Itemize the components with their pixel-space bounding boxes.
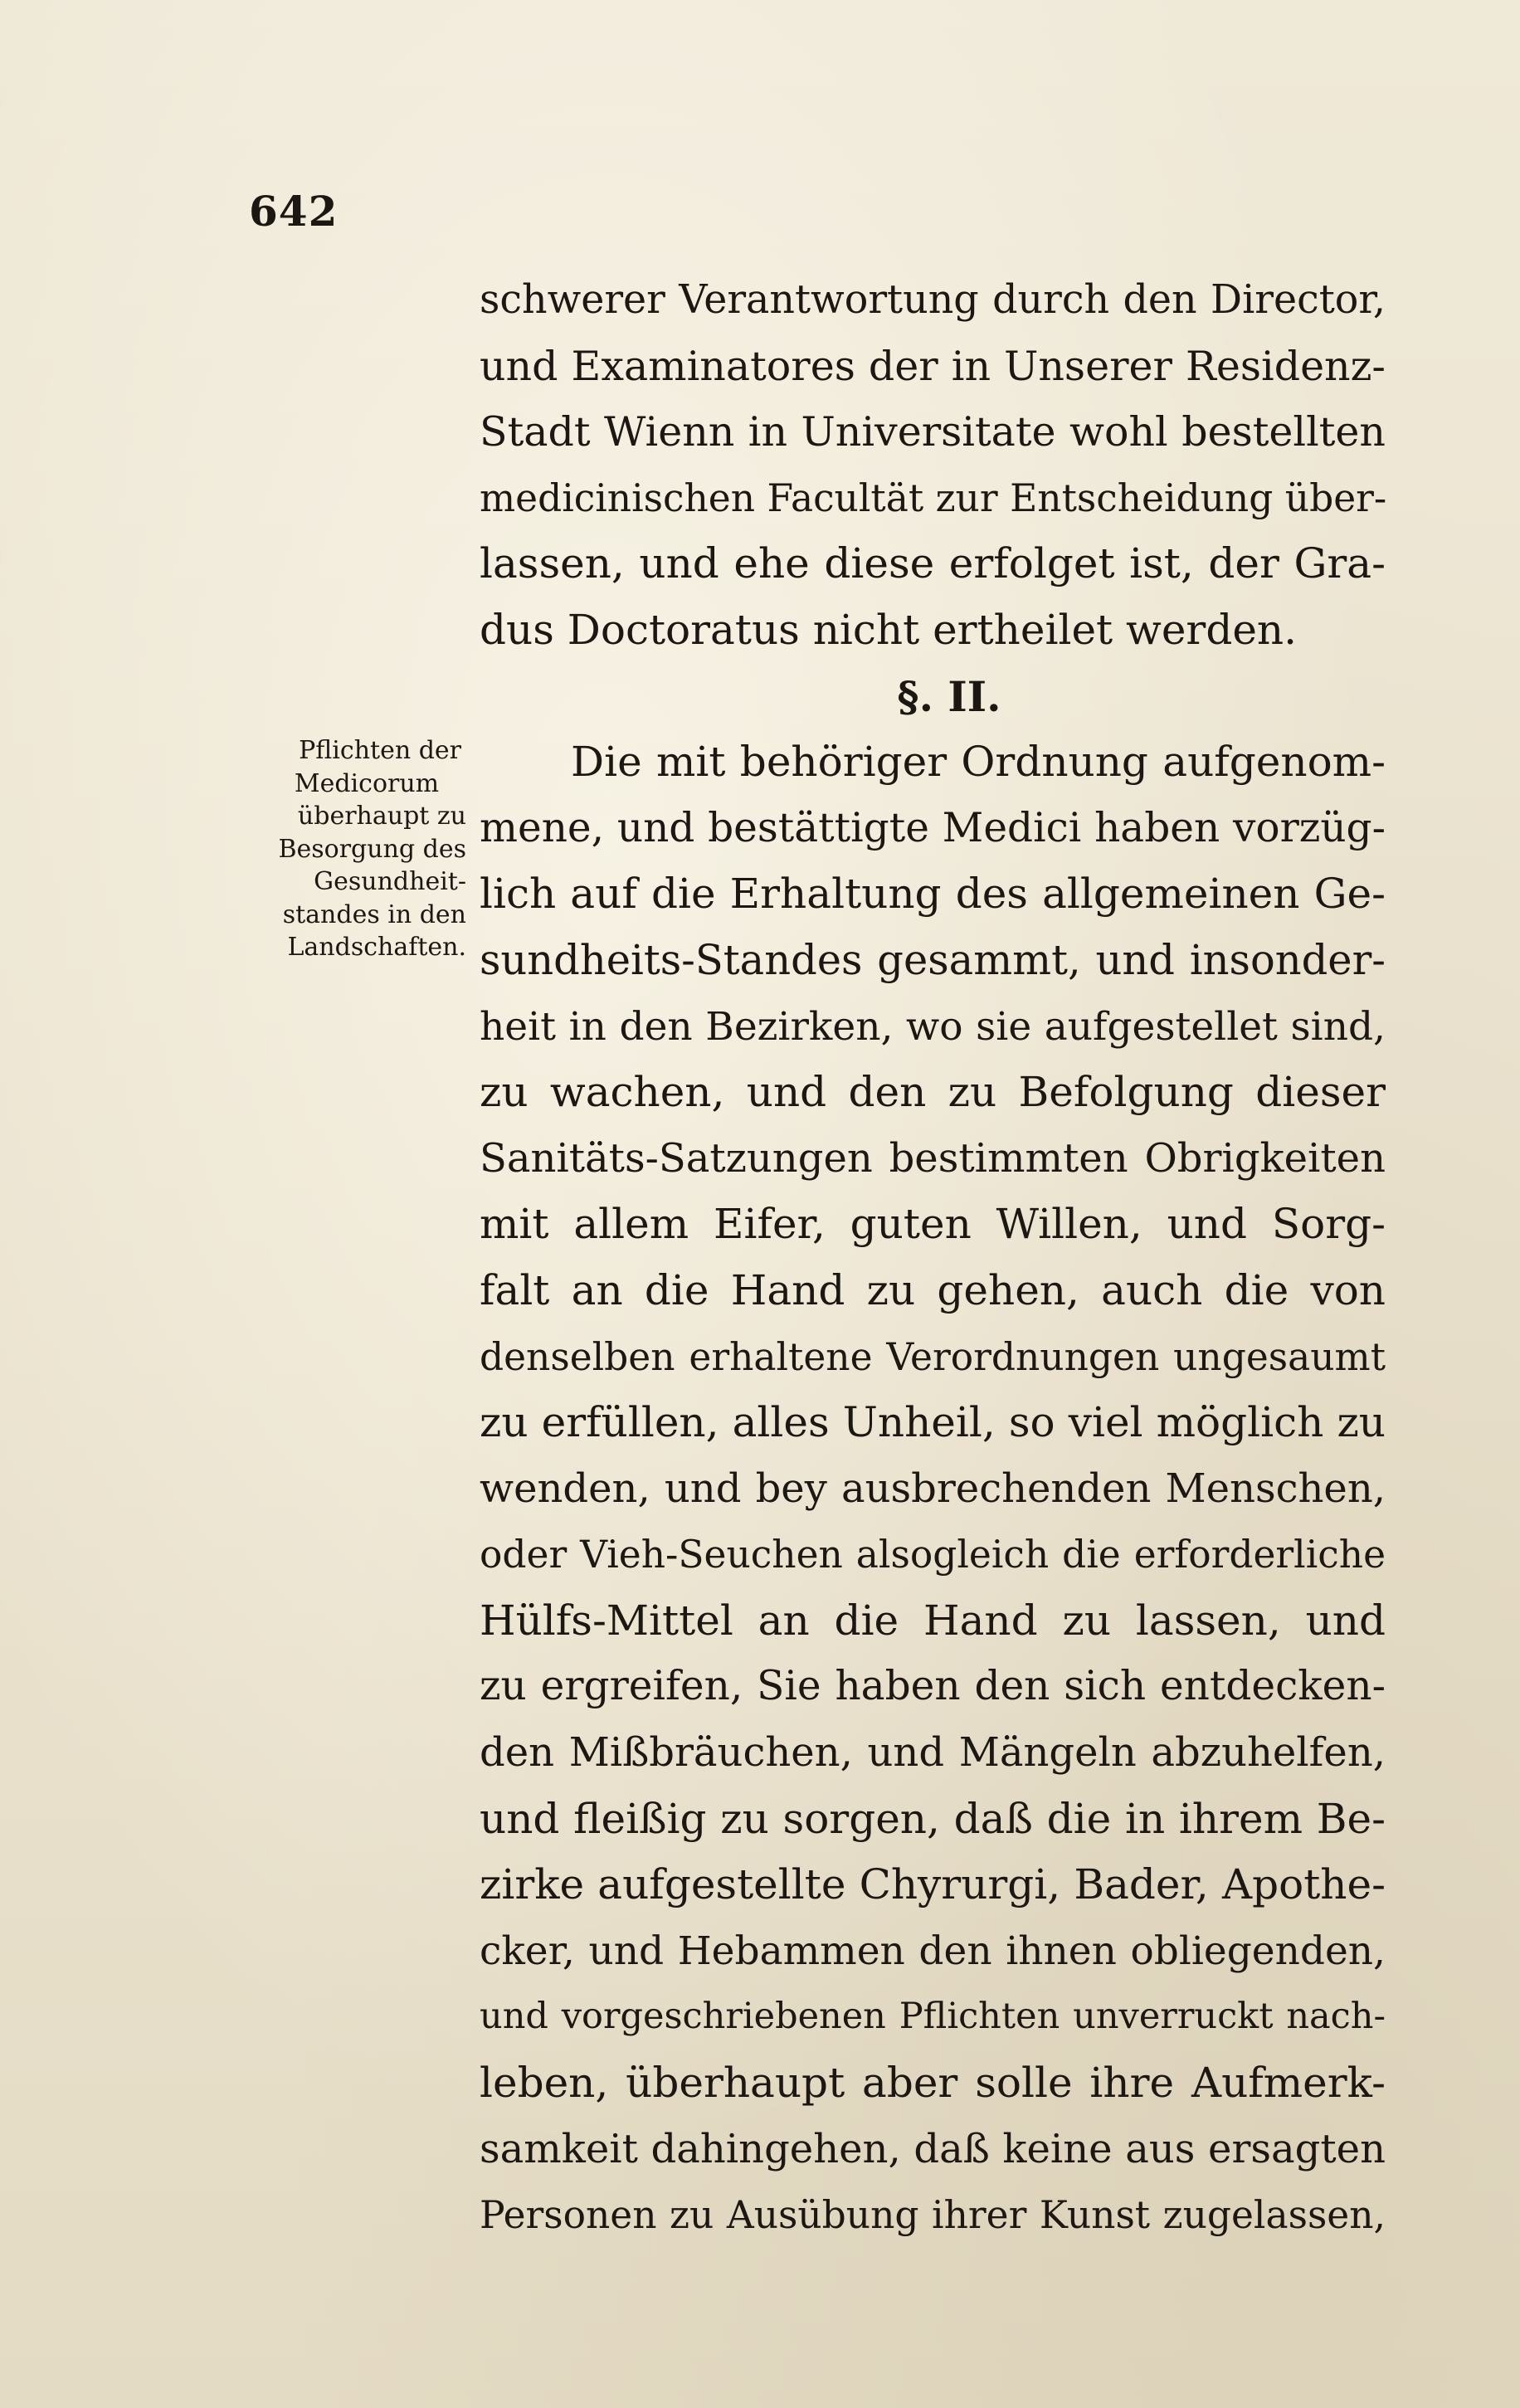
text-line: Sanitäts-Satzungen bestimmten Obrigkeiten <box>480 1134 1386 1182</box>
margin-note-line: Landschaften. <box>287 933 466 962</box>
text-line: cker, und Hebammen den ihnen obliegenden, <box>480 1928 1386 1974</box>
text-line: sundheits-Standes gesammt, und insonder- <box>480 935 1386 984</box>
section-heading: §. II. <box>897 671 1001 721</box>
text-line: den Mißbräuchen, und Mängeln abzuhelfen, <box>480 1729 1386 1777</box>
text-line: lassen, und ehe diese erfolget ist, der Gra- <box>480 539 1386 588</box>
text-line: heit in den Bezirken, wo sie aufgestellet sind, <box>480 1003 1386 1050</box>
text-line: leben, überhaupt aber solle ihre Aufmerk- <box>480 2059 1386 2108</box>
margin-note-line: standes in den <box>282 899 466 929</box>
text-line: Die mit behöriger Ordnung aufgenom- <box>571 738 1386 787</box>
text-line: Personen zu Ausübung ihrer Kunst zugelassen, <box>480 2193 1386 2238</box>
text-line: schwerer Verantwortung durch den Director, <box>480 277 1386 323</box>
text-line: zu wachen, und den zu Befolgung dieser <box>480 1068 1386 1117</box>
margin-note-line: Pflichten der <box>299 736 461 765</box>
text-line: medicinischen Facultät zur Entscheidung über- <box>480 475 1387 520</box>
text-line: denselben erhaltene Verordnungen ungesaumt <box>480 1334 1386 1379</box>
text-line: wenden, und bey ausbrechenden Menschen, <box>480 1465 1386 1512</box>
text-line: zirke aufgestellte Chyrurgi, Bader, Apothe- <box>480 1860 1386 1909</box>
text-line: zu ergreifen, Sie haben den sich entdecken- <box>480 1663 1386 1710</box>
text-line: falt an die Hand zu gehen, auch die von <box>480 1265 1386 1314</box>
paragraph-1 <box>480 267 1386 664</box>
text-line: oder Vieh-Seuchen alsogleich die erforderliche <box>480 1533 1386 1577</box>
text-line: und fleißig zu sorgen, daß die in ihrem Be- <box>480 1794 1386 1843</box>
text-line: lich auf die Erhaltung des allgemeinen Ge- <box>480 870 1386 919</box>
text-line: und vorgeschriebenen Pflichten unverruckt nach- <box>480 1996 1386 2038</box>
text-line: Hülfs-Mittel an die Hand zu lassen, und <box>480 1596 1386 1645</box>
margin-note-line: Gesundheit- <box>314 867 466 896</box>
margin-note-line: Medicorum <box>294 768 440 798</box>
text-line: Stadt Wienn in Universitate wohl bestellten <box>480 408 1386 456</box>
text-line: mene, und bestättigte Medici haben vorzüg- <box>480 804 1386 851</box>
main-text-column <box>480 267 1386 2249</box>
text-line: samkeit dahingehen, daß keine aus ersagten <box>480 2125 1386 2172</box>
margin-note-line: überhaupt zu <box>297 802 466 831</box>
text-line: und Examinatores der in Unserer Residenz- <box>480 342 1386 390</box>
margin-note-line: Besorgung des <box>278 834 466 864</box>
paragraph-2 <box>480 729 1386 2249</box>
page-number: 642 <box>249 187 339 236</box>
text-line: dus Doctoratus nicht ertheilet werden. <box>480 605 1298 654</box>
text-line: zu erfüllen, alles Unheil, so viel möglich zu <box>480 1398 1386 1447</box>
margin-note <box>242 734 466 964</box>
text-line: mit allem Eifer, guten Willen, und Sorg- <box>480 1200 1386 1249</box>
